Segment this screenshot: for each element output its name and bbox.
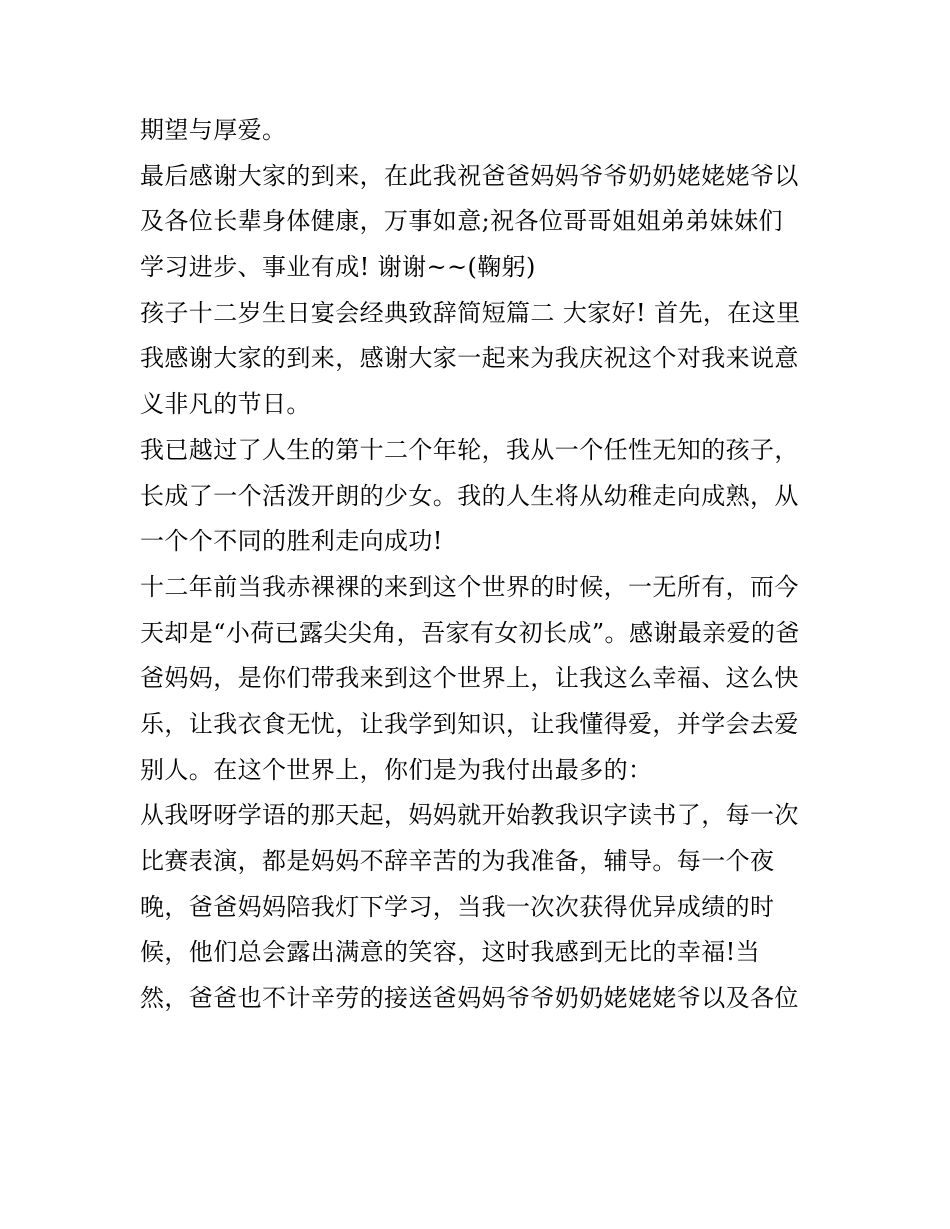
text-line: 我已越过了人生的第十二个年轮，我从一个任性无知的孩子， [140,435,799,464]
text-line: 长成了一个活泼开朗的少女。我的人生将从幼稚走向成熟，从 [140,481,799,510]
text-line: 从我呀呀学语的那天起，妈妈就开始教我识字读书了，每一次 [140,801,799,830]
text-line: 十二年前当我赤裸裸的来到这个世界的时候，一无所有，而今 [140,572,799,601]
text-line: 别人。在这个世界上，你们是为我付出最多的： [140,755,653,784]
text-line: 一个个不同的胜利走向成功! [140,527,443,556]
text-line: 比赛表演，都是妈妈不辞辛苦的为我准备，辅导。每一个夜 [140,847,775,875]
text-line: 我感谢大家的到来，感谢大家一起来为我庆祝这个对我来说意 [140,344,799,373]
text-line: 乐，让我衣食无忧，让我学到知识，让我懂得爱，并学会去爱 [140,709,799,738]
text-line: 及各位长辈身体健康，万事如意;祝各位哥哥姐姐弟弟妹妹们 [140,207,783,236]
text-line: 最后感谢大家的到来，在此我祝爸爸妈妈爷爷奶奶姥姥姥爷以 [140,161,799,190]
text-line: 期望与厚爱。 [140,116,287,144]
text-line: 候，他们总会露出满意的笑容，这时我感到无比的幸福!当 [140,938,761,967]
text-line: 义非凡的节日。 [140,390,311,419]
text-line: 晚，爸爸妈妈陪我灯下学习，当我一次次获得优异成绩的时 [140,892,775,921]
text-line: 天却是“小荷已露尖尖角，吾家有女初长成”。感谢最亲爱的爸 [140,618,800,647]
text-line: 孩子十二岁生日宴会经典致辞简短篇二 大家好! 首先，在这里 [140,298,801,327]
text-line: 然，爸爸也不计辛劳的接送爸妈妈爷爷奶奶姥姥姥爷以及各位 [140,984,799,1013]
text-line: 爸妈妈，是你们带我来到这个世界上，让我这么幸福、这么快 [140,664,799,693]
body-text [140,108,820,1022]
text-line: 学习进步、事业有成! 谢谢~~(鞠躬) [140,253,536,282]
